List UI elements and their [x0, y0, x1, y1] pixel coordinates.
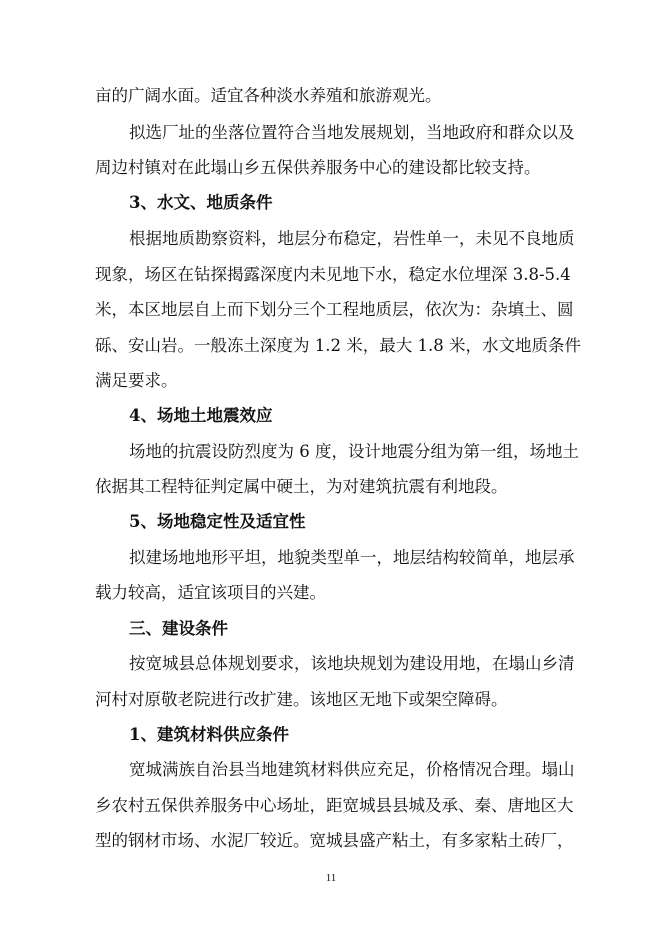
text-line: 型的钢材市场、水泥厂较近。宽城县盛产粘土，有多家粘土砖厂， [95, 831, 574, 850]
section-heading: 5、场地稳定性及适宜性 [129, 512, 306, 531]
paragraph-start: 按宽城县总体规划要求，该地块规划为建设用地，在塌山乡清 [129, 654, 575, 673]
page-number: 11 [325, 872, 337, 884]
paragraph-start: 拟建场地地形平坦，地貌类型单一，地层结构较简单，地层承 [129, 548, 575, 567]
text-line: 米，本区地层自上而下划分三个工程地质层，依次为：杂填土、圆 [95, 300, 574, 319]
text-line: 满足要求。 [95, 371, 178, 390]
text-line: 载力较高，适宜该项目的兴建。 [95, 583, 326, 602]
text-line: 周边村镇对在此塌山乡五保供养服务中心的建设都比较支持。 [95, 158, 541, 177]
section-heading: 1、建筑材料供应条件 [129, 725, 289, 744]
chapter-heading: 三、建设条件 [129, 619, 228, 638]
text-line: 亩的广阔水面。适宜各种淡水养殖和旅游观光。 [95, 86, 442, 105]
text-line: 砾、安山岩。一般冻土深度为 1.2 米，最大 1.8 米，水文地质条件 [95, 336, 581, 355]
text-line: 乡农村五保供养服务中心场址，距宽城县县城及承、秦、唐地区大 [95, 796, 574, 815]
text-line: 现象，场区在钻探揭露深度内未见地下水，稳定水位埋深 3.8-5.4 [95, 265, 571, 284]
paragraph-start: 场地的抗震设防烈度为 6 度，设计地震分组为第一组，场地土 [129, 442, 579, 461]
paragraph-start: 拟选厂址的坐落位置符合当地发展规划，当地政府和群众以及 [129, 123, 575, 142]
text-line: 河村对原敬老院进行改扩建。该地区无地下或架空障碍。 [95, 690, 508, 709]
paragraph-start: 根据地质勘察资料，地层分布稳定，岩性单一，未见不良地质 [129, 229, 575, 248]
paragraph-start: 宽城满族自治县当地建筑材料供应充足，价格情况合理。塌山 [129, 760, 575, 779]
section-heading: 4、场地土地震效应 [129, 406, 273, 425]
section-heading: 3、水文、地质条件 [129, 193, 273, 212]
text-line: 依据其工程特征判定属中硬土，为对建筑抗震有利地段。 [95, 477, 508, 496]
